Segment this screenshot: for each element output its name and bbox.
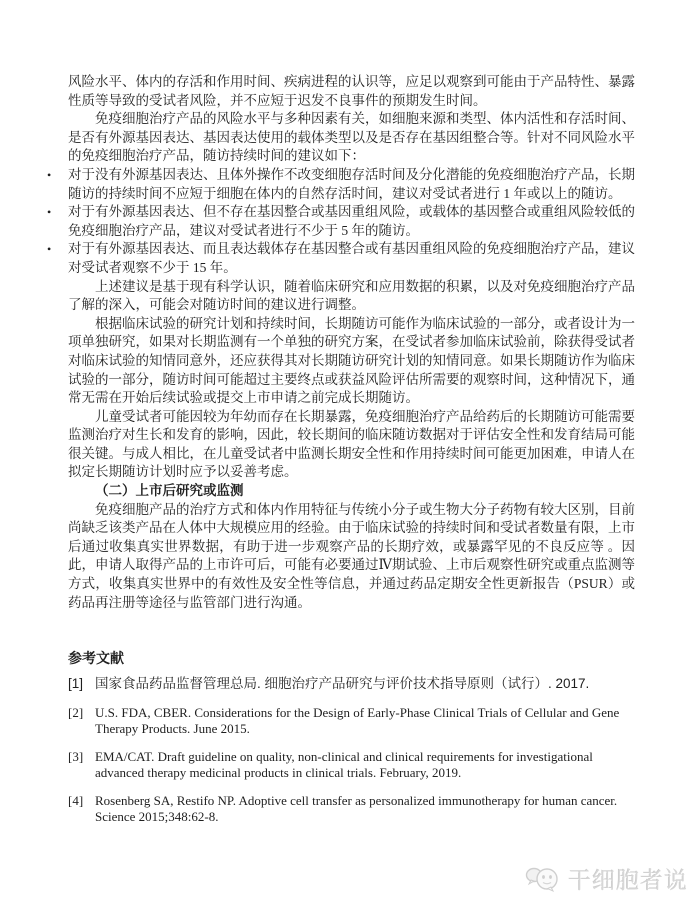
reference-item: [68, 793, 635, 824]
list-item-text: 对于有外源基因表达、但不存在基因整合或基因重组风险，或载体的基因整合或重组风险较低的免疫细胞治疗产品，建议对受试者进行不少于 5 年的随访。: [68, 204, 635, 238]
reference-item: [68, 675, 635, 692]
reference-item: [68, 705, 635, 736]
reference-text: U.S. FDA, CBER. Considerations for the Design of Early-Phase Clinical Trials of Cellular and Gene Therapy Products. June 2015.: [95, 705, 620, 736]
references-section: [68, 649, 635, 824]
bullet-icon: •: [47, 242, 52, 257]
bullet-icon: •: [47, 167, 52, 182]
reference-text: EMA/CAT. Draft guideline on quality, non-clinical and clinical requirements for investigational advanced therapy medicinal products in clinical trials. February, 2019.: [95, 749, 593, 780]
reference-item: [68, 749, 635, 780]
reference-text: Rosenberg SA, Restifo NP. Adoptive cell transfer as personalized immunotherapy for human cancer. Science 2015;348:62-8.: [95, 793, 618, 824]
section-heading-postmarket: （二）上市后研究或监测: [95, 483, 244, 499]
paragraph-postmarket-monitoring: 免疫细胞产品的治疗方式和体内作用特征与传统小分子或生物大分子药物有较大区别，目前尚缺乏该类产品在人体中大规模应用的经验。由于临床试验的持续时间和受试者数量有限，上市后通过收集真实世界数据，有助于进一步观察产品的长期疗效，或暴露罕见的不良反应等 。因此，申请人取得产品的上市许可后，可能有必要通过Ⅳ期试验、上市后观察性研究或重点监测等方式，收集真实世界中的有效性及安全性等信息，并通过药品定期安全性更新报告（PSUR）或药品再注册等途径与监管部门进行沟通。: [68, 501, 635, 610]
paragraph-longterm-followup-plan: 根据临床试验的研究计划和持续时间，长期随访可能作为临床试验的一部分，或者设计为一项单独研究，如果对长期监测有一个单独的研究方案，在受试者参加临床试验前，除获得受试者对临床试验的知情同意外，还应获得其对长期随访研究计划的知情同意。如果长期随访作为临床试验的一部分，随访时间可能超过主要终点或获益风险评估所需要的观察时间，这种情况下，通常无需在开始后续试验或提交上市申请之前完成长期随访。: [68, 315, 635, 406]
watermark-label: 干细胞者说: [568, 867, 688, 893]
paragraph-recommendation-adjust: 上述建议是基于现有科学认识，随着临床研究和应用数据的积累，以及对免疫细胞治疗产品了解的深入，可能会对随访时间的建议进行调整。: [68, 278, 635, 313]
reference-number: [3]: [68, 749, 84, 765]
list-item-text: 对于没有外源基因表达、且体外操作不改变细胞存活时间及分化潜能的免疫细胞治疗产品，长期随访的持续时间不应短于细胞在体内的自然存活时间，建议对受试者进行 1 年或以上的随访。: [68, 166, 635, 201]
list-item: [47, 166, 635, 203]
paragraph-risk-observation: 风险水平、体内的存活和作用时间、疾病进程的认识等，应足以观察到可能由于产品特性、暴露性质等导致的受试者风险，并不应短于迟发不良事件的预期发生时间。: [68, 74, 635, 108]
wechat-logo-icon: [525, 864, 561, 894]
list-item: [47, 203, 635, 240]
reference-number: [2]: [68, 705, 84, 721]
paragraph-risk-factors: 免疫细胞治疗产品的风险水平与多种因素有关，如细胞来源和类型、体内活性和存活时间、是否有外源基因表达、基因表达使用的载体类型以及是否存在基因组整合等。针对不同风险水平的免疫细胞治疗产品，随访持续时间的建议如下：: [68, 111, 635, 164]
followup-duration-list: [47, 166, 635, 278]
reference-number: [4]: [68, 793, 84, 809]
reference-text: 国家食品药品监督管理总局. 细胞治疗产品研究与评价技术指导原则（试行）. 2017.: [95, 676, 590, 692]
list-item-text: 对于有外源基因表达、而且表达载体存在基因整合或有基因重组风险的免疫细胞治疗产品，建议对受试者观察不少于 15 年。: [68, 241, 635, 275]
watermark: [525, 862, 688, 895]
references-title: 参考文献: [68, 650, 124, 667]
paragraph-pediatric-subjects: 儿童受试者可能因较为年幼而存在长期暴露，免疫细胞治疗产品给药后的长期随访可能需要监测治疗对生长和发育的影响，因此，较长期间的临床随访数据对于评估安全性和发育结局可能很关键。与成人相比，在儿童受试者中监测长期安全性和作用持续时间可能更加困难，申请人在拟定长期随访计划时应予以妥善考虑。: [68, 408, 635, 480]
reference-number: [1]: [68, 676, 84, 692]
list-item: [47, 240, 635, 277]
document-body: [47, 73, 635, 824]
bullet-icon: •: [47, 205, 52, 220]
